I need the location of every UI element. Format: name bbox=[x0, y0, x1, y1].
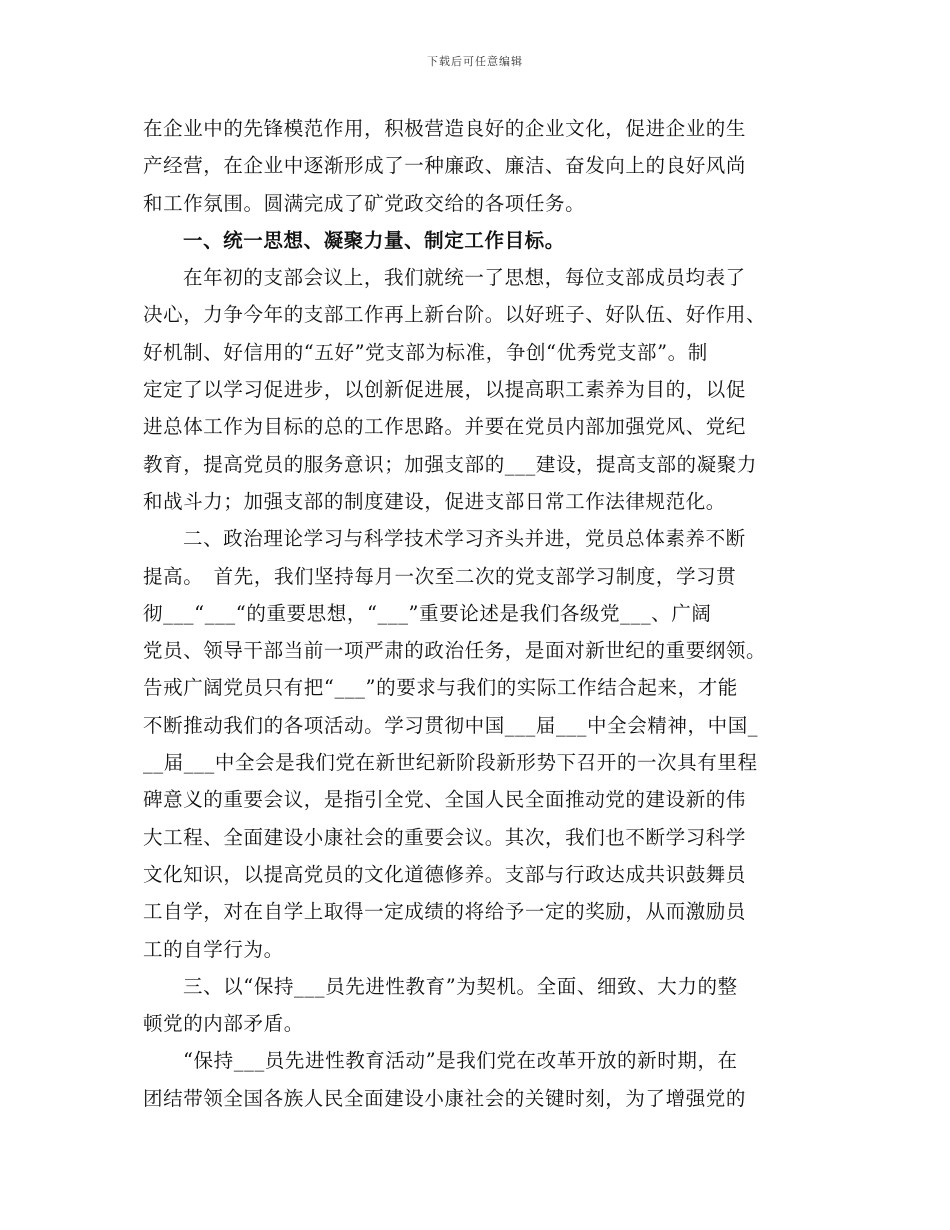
text-line: 党员、领导干部当前一项严肃的政治任务，是面对新世纪的重要纲领。 bbox=[143, 639, 767, 663]
page-header: 下载后可任意编辑 bbox=[427, 55, 523, 68]
text-line: 在年初的支部会议上，我们就统一了思想，每位支部成员均表了 bbox=[182, 266, 746, 290]
text-line: 不断推动我们的各项活动。学习贯彻中国___届___中全会精神，中国_ bbox=[143, 713, 759, 737]
text-line: “保持___员先进性教育活动”是我们党在改革开放的新时期，在 bbox=[182, 1049, 738, 1073]
text-line: 告戒广阔党员只有把“___”的要求与我们的实际工作结合起来，才能 bbox=[143, 676, 738, 700]
text-line: 碑意义的重要会议，是指引全党、全国人民全面推动党的建设新的伟 bbox=[143, 788, 747, 812]
text-line: 彻___“___“的重要思想，“___”重要论述是我们各级党___、广阔 bbox=[143, 601, 712, 625]
text-line: 文化知识，以提高党员的文化道德修养。支部与行政达成共识鼓舞员 bbox=[143, 862, 747, 886]
text-line: 大工程、全面建设小康社会的重要会议。其次，我们也不断学习科学 bbox=[143, 825, 747, 849]
text-line: 二、政治理论学习与科学技术学习齐头并进，党员总体素养不断 bbox=[182, 527, 746, 551]
text-line: 在企业中的先锋模范作用，积极营造良好的企业文化，促进企业的生 bbox=[143, 117, 747, 140]
text-line: __届___中全会是我们党在新世纪新阶段新形势下召开的一次具有里程 bbox=[143, 751, 758, 775]
text-line: 工的自学行为。 bbox=[143, 937, 284, 961]
text-line: 和工作氛围。圆满完成了矿党政交给的各项任务。 bbox=[143, 191, 586, 215]
text-line: 定定了以学习促进步，以创新促进展，以提高职工素养为目的，以促 bbox=[143, 378, 747, 402]
text-line: 进总体工作为目标的总的工作思路。并要在党员内部加强党风、党纪 bbox=[143, 415, 747, 439]
text-line: 团结带领全国各族人民全面建设小康社会的关键时刻，为了增强党的 bbox=[143, 1086, 747, 1110]
text-line: 决心，力争今年的支部工作再上新台阶。以好班子、好队伍、好作用、 bbox=[143, 303, 767, 327]
section-heading: 一、统一思想、凝聚力量、制定工作目标。 bbox=[182, 228, 565, 252]
text-line: 顿党的内部矛盾。 bbox=[143, 1012, 304, 1036]
body-text bbox=[143, 110, 807, 1117]
text-line: 提高。 首先，我们坚持每月一次至二次的党支部学习制度，学习贯 bbox=[143, 564, 737, 588]
text-line: 好机制、好信用的“五好”党支部为标准，争创“优秀党支部”。制 bbox=[143, 340, 708, 364]
text-line: 工自学，对在自学上取得一定成绩的将给予一定的奖励，从而激励员 bbox=[143, 900, 747, 924]
text-line: 和战斗力；加强支部的制度建设，促进支部日常工作法律规范化。 bbox=[143, 489, 726, 513]
text-line: 教育，提高党员的服务意识；加强支部的___建设，提高支部的凝聚力 bbox=[143, 452, 757, 476]
text-line: 产经营，在企业中逐渐形成了一种廉政、廉洁、奋发向上的良好风尚 bbox=[143, 154, 747, 178]
text-line: 三、以“保持___员先进性教育”为契机。全面、细致、大力的整 bbox=[182, 974, 738, 998]
